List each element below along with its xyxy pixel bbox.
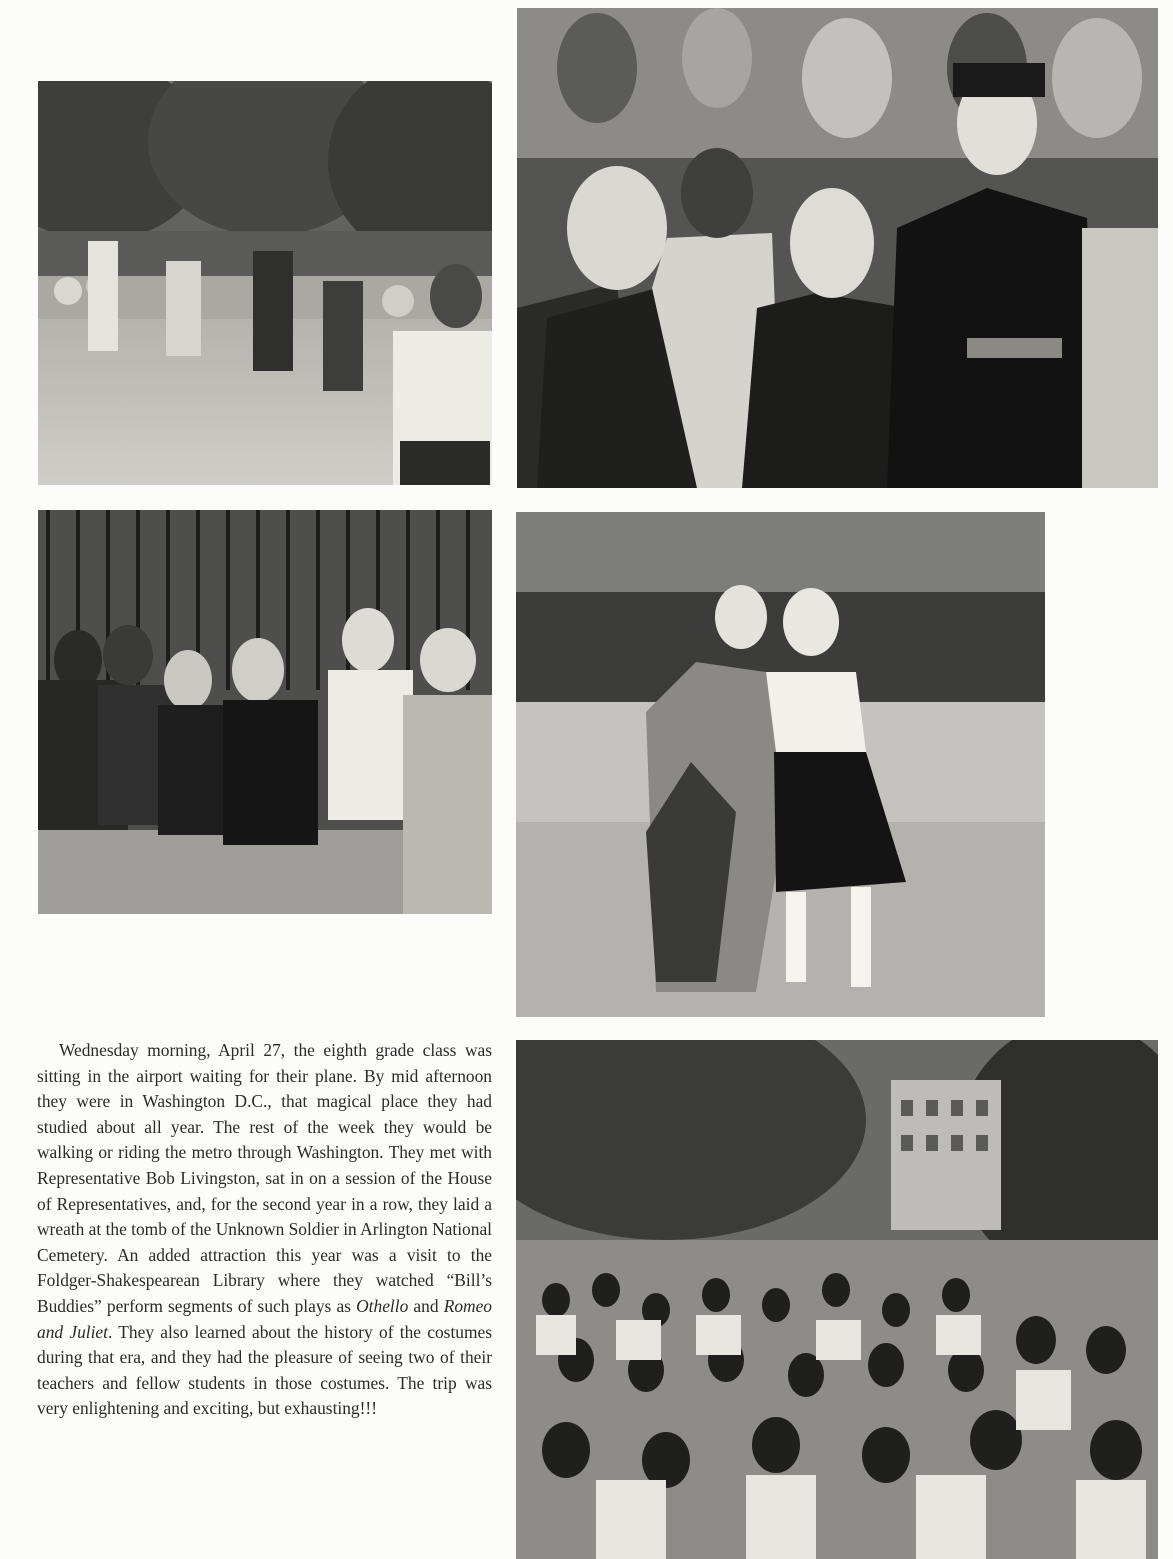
play-title-romeo-and-juliet: Romeo and Juliet — [37, 1295, 492, 1342]
article-text-part2: . They also learned about the history of the costumes during that era, and they had the pleasure of seeing two of their teachers and fellow students in those costumes. The trip was very enlightening and exciting, but exhausting!!! — [37, 1321, 492, 1419]
photo-students-by-fence — [38, 510, 492, 914]
photo-girls-reflecting-pool — [516, 512, 1045, 1017]
play-title-othello: Othello — [356, 1295, 409, 1316]
photo-honor-guard — [517, 8, 1158, 488]
article-text — [37, 1038, 492, 1422]
article-text-and: and — [408, 1295, 444, 1316]
photo-students-on-lawn — [516, 1040, 1158, 1559]
article-text-part1: Wednesday morning, April 27, the eighth grade class was sitting in the airport waiting for their plane. By mid afternoon they were in Washington D.C., that magical place they had studied about all year. The rest of the week they would be walking or riding the metro through Washington. They met with Representative Bob Livingston, sat in on a session of the House of Representatives, and, for the second year in a row, they laid a wreath at the tomb of the Unknown Soldier in Arlington National Cemetery. An added attraction this year was a visit to the Foldger-Shakespearean Library where they watched “Bill’s Buddies” perform segments of such plays as — [37, 1040, 492, 1316]
photo-plaza-students — [38, 81, 492, 485]
